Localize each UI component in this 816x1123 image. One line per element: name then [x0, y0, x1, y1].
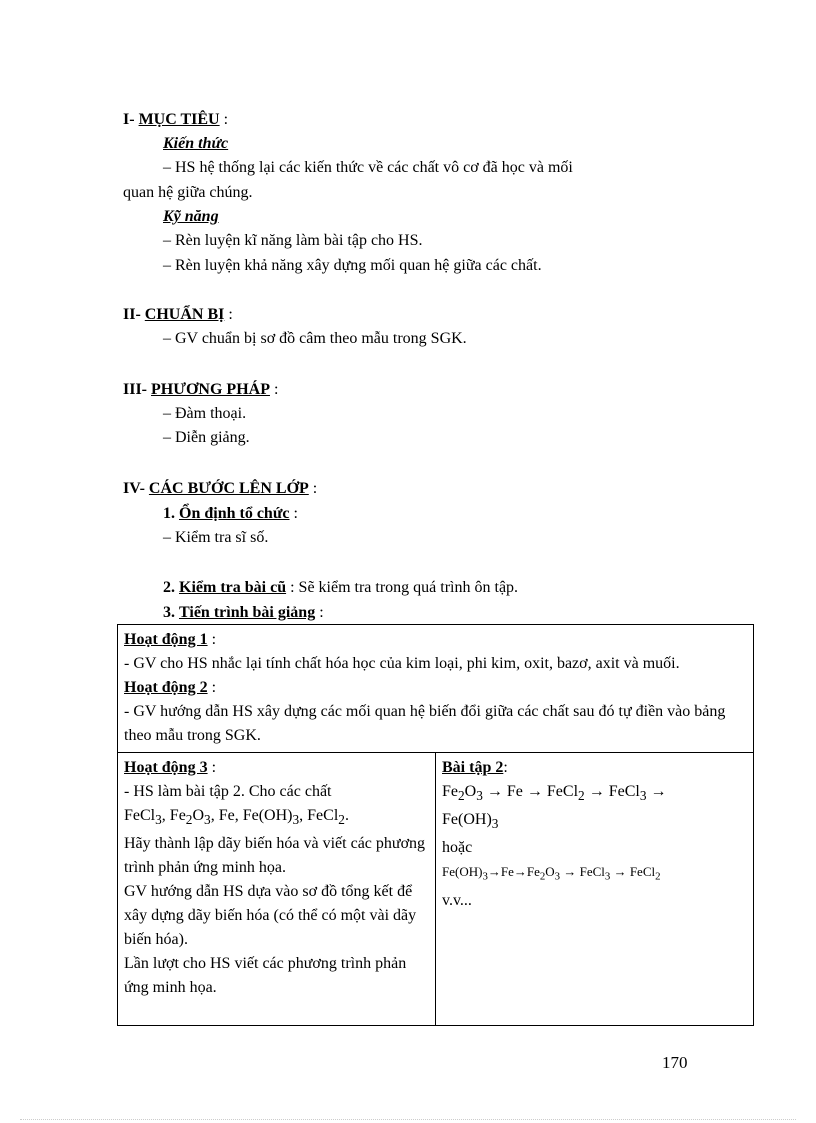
section-2-title: CHUẨN BỊ	[144, 306, 225, 323]
activity-3-line-1: - HS làm bài tập 2. Cho các chất	[124, 783, 332, 800]
activity-3-substances: FeCl$_3$, $Fe_2O_3$, Fe, $Fe(OH)_3$, FeCl$_2$.	[124, 807, 349, 828]
arrow-icon: →	[482, 783, 507, 800]
exercise-2-cell	[436, 753, 754, 1026]
section-1-heading: I- MỤC TIÊU :	[123, 111, 229, 128]
section-3-title: PHƯƠNG PHÁP	[151, 381, 270, 398]
step-2-title: Kiểm tra bài cũ	[179, 579, 287, 596]
table-row	[118, 625, 754, 753]
arrow-icon: →	[560, 864, 580, 880]
activity-3-line-5: Lần lượt cho HS viết các phương trình phản ứng minh họa.	[124, 955, 407, 997]
reaction-chain-1: $Fe_2O_3 \to Fe$ → FeCl$_2$ → FeCl$_3$ → $Fe(OH)_3$	[442, 783, 667, 832]
activity-3-line-4: GV hướng dẫn HS dựa vào sơ đồ tổng kết để xây dựng dãy biến hóa (có thể có một vài dãy biến hóa).	[124, 883, 417, 949]
activity-3-cell	[118, 753, 436, 1026]
activity-2-heading: Hoạt động 2 :	[124, 679, 217, 696]
knowledge-line-2: quan hệ giữa chúng.	[123, 184, 253, 201]
step-2: 2. Kiểm tra bài cũ : Sẽ kiểm tra trong quá trình ôn tập.	[163, 579, 519, 596]
skills-line-2: – Rèn luyện khả năng xây dựng mối quan hệ giữa các chất.	[163, 257, 542, 274]
prep-line-1: – GV chuẩn bị sơ đồ câm theo mẫu trong SGK.	[163, 330, 467, 347]
activity-1-text: - GV cho HS nhắc lại tính chất hóa học của kim loại, phi kim, oxit, bazơ, axit và muối.	[124, 655, 680, 672]
activity-3-heading: Hoạt động 3 :	[124, 759, 217, 776]
section-3-heading: III- PHƯƠNG PHÁP :	[123, 381, 279, 398]
footer-divider	[20, 1119, 796, 1120]
section-4-title: CÁC BƯỚC LÊN LỚP	[148, 480, 309, 497]
step-3-title: Tiến trình bài giảng	[179, 604, 316, 621]
step-1: 1. Ổn định tổ chức :	[163, 505, 298, 522]
table-row	[118, 753, 754, 1026]
arrow-icon: →	[513, 864, 527, 880]
activity-3-line-3: Hãy thành lập dãy biến hóa và viết các phương trình phản ứng minh họa.	[124, 835, 426, 877]
section-4-heading: IV- CÁC BƯỚC LÊN LỚP :	[123, 480, 318, 497]
section-2-heading: II- CHUẨN BỊ :	[123, 306, 233, 323]
arrow-icon: →	[487, 864, 501, 880]
arrow-icon: →	[584, 783, 609, 800]
skills-heading: Kỹ năng	[163, 208, 219, 225]
step-1-title: Ổn định tổ chức	[179, 505, 290, 522]
lesson-table	[117, 624, 754, 1026]
activity-1-heading: Hoạt động 1 :	[124, 631, 217, 648]
knowledge-line-1: – HS hệ thống lại các kiến thức về các chất vô cơ đã học và mối	[163, 159, 573, 176]
method-line-1: – Đàm thoại.	[163, 405, 247, 422]
exercise-2-etc: v.v...	[442, 891, 472, 909]
page-number: 170	[662, 1053, 688, 1072]
arrow-icon: →	[610, 864, 630, 880]
section-1-title: MỤC TIÊU	[138, 111, 220, 128]
activity-1-2-cell	[118, 625, 754, 753]
step-1-line: – Kiểm tra sĩ số.	[163, 529, 269, 546]
skills-line-1: – Rèn luyện kĩ năng làm bài tập cho HS.	[163, 232, 423, 249]
arrow-icon: →	[522, 783, 547, 800]
exercise-2-heading: Bài tập 2:	[442, 759, 508, 776]
method-line-2: – Diễn giảng.	[163, 429, 250, 446]
activity-2-text: - GV hướng dẫn HS xây dựng các mối quan hệ biến đổi giữa các chất sau đó tự điền vào bảng theo mẫu trong SGK.	[124, 703, 726, 744]
exercise-2-or: hoặc	[442, 839, 473, 857]
reaction-chain-2: $Fe(OH)_3\to Fe\to Fe_2O_3$ → FeCl$_3$ → FeCl$_2$	[442, 864, 661, 883]
arrow-icon: →	[646, 783, 667, 800]
knowledge-heading: Kiến thức	[163, 135, 229, 152]
step-3: 3. Tiến trình bài giảng :	[163, 604, 324, 621]
